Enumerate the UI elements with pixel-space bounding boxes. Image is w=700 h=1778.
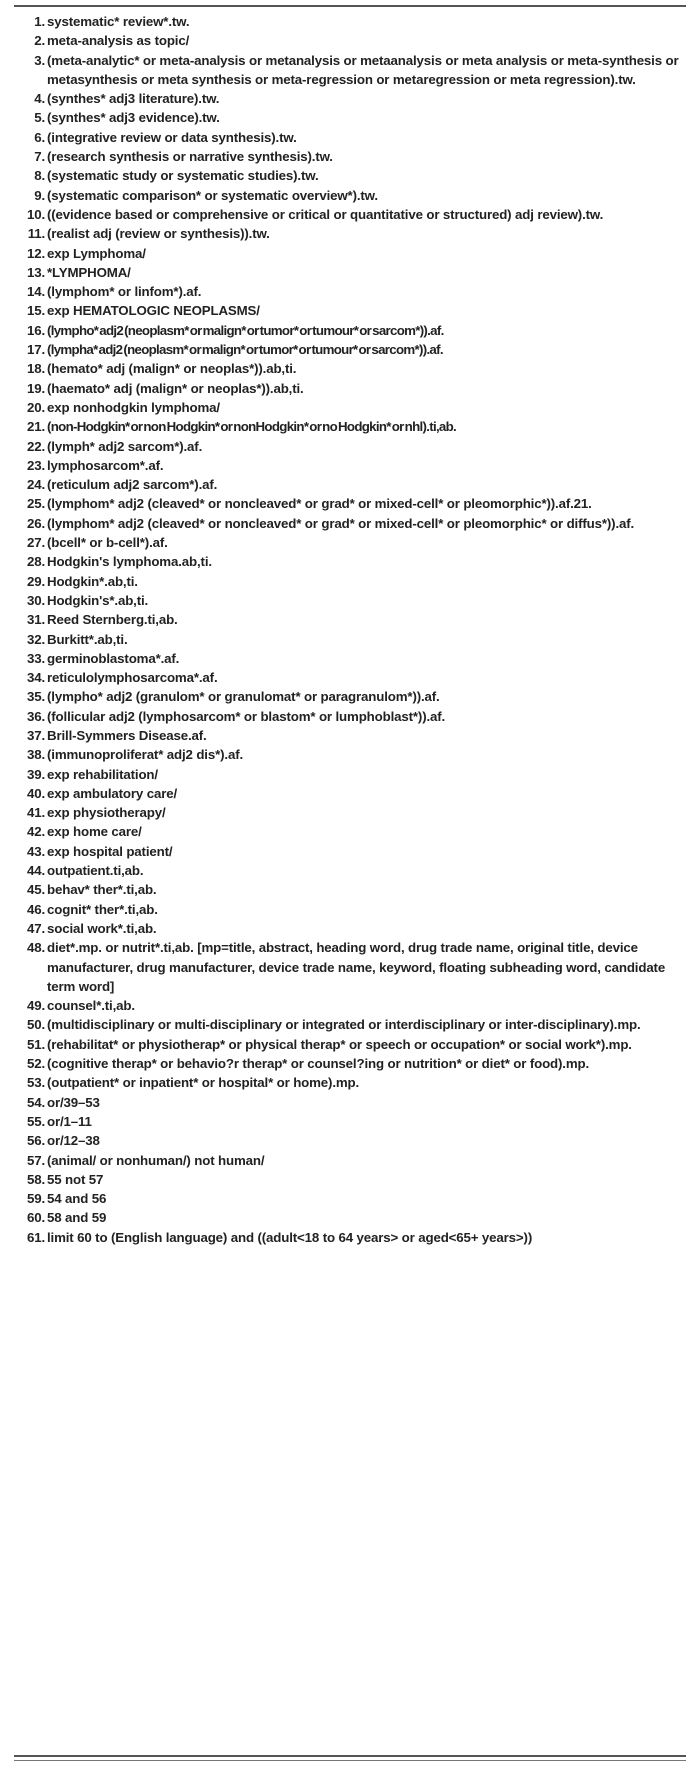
line-text: (systematic comparison* or systematic overview*).tw. bbox=[47, 187, 378, 203]
line-number: 3. bbox=[34, 52, 45, 68]
search-line bbox=[14, 1054, 686, 1073]
line-number: 58. bbox=[26, 1171, 45, 1187]
search-line bbox=[14, 900, 686, 919]
line-number: 42. bbox=[26, 824, 45, 840]
line-text: (cognitive therap* or behavio?r therap* or counsel?ing or nutrition* or diet* or food).mp. bbox=[47, 1056, 590, 1072]
line-text: (lymphom* adj2 (cleaved* or noncleaved* or grad* or mixed-cell* or pleomorphic* or diffus*)).af. bbox=[47, 515, 635, 531]
line-text: Hodgkin's*.ab,ti. bbox=[47, 592, 149, 608]
line-text: Hodgkin*.ab,ti. bbox=[47, 573, 138, 589]
line-text: (lympha* adj2 (neoplasm* or malign* or tumor* or tumour* or sarcom*)).af. bbox=[47, 342, 443, 358]
search-line bbox=[14, 31, 686, 50]
search-line bbox=[14, 475, 686, 494]
search-line bbox=[14, 668, 686, 687]
line-text: meta-analysis as topic/ bbox=[47, 33, 190, 49]
search-line bbox=[14, 51, 686, 90]
line-number: 27. bbox=[26, 535, 45, 551]
line-text: (immunoproliferat* adj2 dis*).af. bbox=[47, 747, 244, 763]
search-line bbox=[14, 996, 686, 1015]
search-line bbox=[14, 1015, 686, 1034]
line-text: reticulolymphosarcoma*.af. bbox=[47, 670, 218, 686]
line-number: 31. bbox=[26, 612, 45, 628]
line-number: 12. bbox=[26, 245, 45, 261]
search-line bbox=[14, 1073, 686, 1092]
line-text: (research synthesis or narrative synthesis).tw. bbox=[47, 149, 333, 165]
line-number: 60. bbox=[26, 1210, 45, 1226]
line-text: Hodgkin's lymphoma.ab,ti. bbox=[47, 554, 212, 570]
line-number: 8. bbox=[34, 168, 45, 184]
line-text: exp nonhodgkin lymphoma/ bbox=[47, 399, 220, 415]
line-number: 10. bbox=[26, 206, 45, 222]
line-number: 30. bbox=[26, 592, 45, 608]
line-number: 5. bbox=[34, 110, 45, 126]
line-text: *LYMPHOMA/ bbox=[47, 264, 131, 280]
line-number: 54. bbox=[26, 1094, 45, 1110]
search-line bbox=[14, 1093, 686, 1112]
search-line bbox=[14, 938, 686, 996]
line-number: 15. bbox=[26, 303, 45, 319]
line-number: 17. bbox=[26, 342, 45, 358]
line-number: 36. bbox=[26, 708, 45, 724]
search-line bbox=[14, 244, 686, 263]
search-line bbox=[14, 649, 686, 668]
line-text: or/39–53 bbox=[47, 1094, 100, 1110]
search-line bbox=[14, 417, 686, 436]
line-text: exp rehabilitation/ bbox=[47, 766, 158, 782]
line-number: 7. bbox=[34, 149, 45, 165]
line-number: 39. bbox=[26, 766, 45, 782]
line-number: 25. bbox=[26, 496, 45, 512]
line-number: 57. bbox=[26, 1152, 45, 1168]
line-text: exp ambulatory care/ bbox=[47, 785, 178, 801]
line-text: diet*.mp. or nutrit*.ti,ab. [mp=title, abstract, heading word, drug trade name, original title, device manufacturer, drug manufacturer, device trade name, keyword, floating subheading word, candidate term word] bbox=[47, 940, 666, 994]
line-text: 54 and 56 bbox=[47, 1191, 107, 1207]
line-number: 41. bbox=[26, 805, 45, 821]
search-line bbox=[14, 1170, 686, 1189]
line-text: Burkitt*.ab,ti. bbox=[47, 631, 128, 647]
search-line bbox=[14, 1151, 686, 1170]
line-text: (systematic study or systematic studies).tw. bbox=[47, 168, 319, 184]
line-text: (integrative review or data synthesis).tw. bbox=[47, 129, 297, 145]
line-text: Reed Sternberg.ti,ab. bbox=[47, 612, 178, 628]
search-line bbox=[14, 784, 686, 803]
line-number: 14. bbox=[26, 284, 45, 300]
line-number: 28. bbox=[26, 554, 45, 570]
line-text: exp physiotherapy/ bbox=[47, 805, 166, 821]
search-line bbox=[14, 321, 686, 340]
line-number: 13. bbox=[26, 264, 45, 280]
search-line bbox=[14, 630, 686, 649]
line-text: exp home care/ bbox=[47, 824, 142, 840]
search-line bbox=[14, 610, 686, 629]
line-number: 22. bbox=[26, 438, 45, 454]
line-number: 52. bbox=[26, 1056, 45, 1072]
line-number: 48. bbox=[26, 940, 45, 956]
line-text: social work*.ti,ab. bbox=[47, 920, 157, 936]
search-line bbox=[14, 166, 686, 185]
search-line bbox=[14, 687, 686, 706]
line-text: (outpatient* or inpatient* or hospital* or home).mp. bbox=[47, 1075, 360, 1091]
line-text: (hemato* adj (malign* or neoplas*)).ab,ti. bbox=[47, 361, 297, 377]
line-text: systematic* review*.tw. bbox=[47, 14, 190, 29]
search-line bbox=[14, 745, 686, 764]
line-text: germinoblastoma*.af. bbox=[47, 650, 180, 666]
search-line bbox=[14, 591, 686, 610]
line-text: outpatient.ti,ab. bbox=[47, 863, 144, 879]
line-number: 47. bbox=[26, 920, 45, 936]
line-text: counsel*.ti,ab. bbox=[47, 998, 135, 1014]
line-number: 37. bbox=[26, 727, 45, 743]
line-text: or/12–38 bbox=[47, 1133, 100, 1149]
search-line bbox=[14, 822, 686, 841]
search-line bbox=[14, 533, 686, 552]
search-line bbox=[14, 494, 686, 513]
search-line bbox=[14, 398, 686, 417]
line-text: 58 and 59 bbox=[47, 1210, 107, 1226]
line-number: 24. bbox=[26, 477, 45, 493]
line-text: (multidisciplinary or multi-disciplinary or integrated or interdisciplinary or inter-disciplinary).mp. bbox=[47, 1017, 641, 1033]
search-line bbox=[14, 1035, 686, 1054]
search-line bbox=[14, 128, 686, 147]
search-line bbox=[14, 147, 686, 166]
line-number: 43. bbox=[26, 843, 45, 859]
line-text: (synthes* adj3 literature).tw. bbox=[47, 91, 220, 107]
line-text: (lymphom* or linfom*).af. bbox=[47, 284, 202, 300]
line-text: ((evidence based or comprehensive or critical or quantitative or structured) adj review).tw. bbox=[47, 206, 604, 222]
search-line bbox=[14, 282, 686, 301]
line-number: 61. bbox=[26, 1229, 45, 1245]
line-text: or/1–11 bbox=[47, 1113, 92, 1129]
search-line bbox=[14, 552, 686, 571]
line-number: 40. bbox=[26, 785, 45, 801]
line-text: (follicular adj2 (lymphosarcom* or blastom* or lumphoblast*)).af. bbox=[47, 708, 446, 724]
line-text: (realist adj (review or synthesis)).tw. bbox=[47, 226, 270, 242]
search-line bbox=[14, 861, 686, 880]
line-text: exp Lymphoma/ bbox=[47, 245, 146, 261]
line-text: (lymph* adj2 sarcom*).af. bbox=[47, 438, 203, 454]
line-number: 35. bbox=[26, 689, 45, 705]
top-rule bbox=[14, 5, 686, 7]
search-line bbox=[14, 301, 686, 320]
line-text: lymphosarcom*.af. bbox=[47, 457, 164, 473]
line-number: 9. bbox=[34, 187, 45, 203]
line-number: 33. bbox=[26, 650, 45, 666]
search-line bbox=[14, 1112, 686, 1131]
line-text: (non-Hodgkin* or non Hodgkin* or nonHodgkin* or no Hodgkin* or nhl).ti,ab. bbox=[47, 419, 457, 435]
search-line bbox=[14, 205, 686, 224]
line-number: 49. bbox=[26, 998, 45, 1014]
search-line bbox=[14, 12, 686, 31]
search-line bbox=[14, 1228, 686, 1247]
search-line bbox=[14, 765, 686, 784]
line-number: 55. bbox=[26, 1113, 45, 1129]
search-strategy-list bbox=[14, 12, 686, 1247]
line-number: 56. bbox=[26, 1133, 45, 1149]
line-number: 21. bbox=[26, 419, 45, 435]
line-text: (haemato* adj (malign* or neoplas*)).ab,ti. bbox=[47, 380, 304, 396]
line-number: 32. bbox=[26, 631, 45, 647]
line-text: (animal/ or nonhuman/) not human/ bbox=[47, 1152, 265, 1168]
line-number: 18. bbox=[26, 361, 45, 377]
search-line bbox=[14, 1131, 686, 1150]
search-line bbox=[14, 1208, 686, 1227]
search-line bbox=[14, 456, 686, 475]
search-line bbox=[14, 379, 686, 398]
search-line bbox=[14, 726, 686, 745]
line-number: 53. bbox=[26, 1075, 45, 1091]
line-text: (rehabilitat* or physiotherap* or physical therap* or speech or occupation* or social work*).mp. bbox=[47, 1036, 632, 1052]
line-text: (meta-analytic* or meta-analysis or metanalysis or metaanalysis or meta analysis or meta-synthesis or metasynthesis or meta synthesis or meta-regression or metaregression or meta regression).tw. bbox=[47, 52, 679, 87]
search-line bbox=[14, 514, 686, 533]
line-number: 26. bbox=[26, 515, 45, 531]
search-line bbox=[14, 359, 686, 378]
line-number: 38. bbox=[26, 747, 45, 763]
line-text: (synthes* adj3 evidence).tw. bbox=[47, 110, 220, 126]
line-text: 55 not 57 bbox=[47, 1171, 104, 1187]
line-number: 45. bbox=[26, 882, 45, 898]
line-number: 23. bbox=[26, 457, 45, 473]
search-line bbox=[14, 1189, 686, 1208]
search-line bbox=[14, 572, 686, 591]
line-number: 1. bbox=[34, 14, 45, 29]
line-text: Brill-Symmers Disease.af. bbox=[47, 727, 207, 743]
line-number: 16. bbox=[26, 322, 45, 338]
search-line bbox=[14, 263, 686, 282]
line-number: 11. bbox=[27, 226, 45, 242]
search-line bbox=[14, 842, 686, 861]
bottom-rule bbox=[14, 1755, 686, 1761]
line-text: limit 60 to (English language) and ((adult<18 to 64 years> or aged<65+ years>)) bbox=[47, 1229, 533, 1245]
search-line bbox=[14, 437, 686, 456]
search-line bbox=[14, 880, 686, 899]
line-number: 44. bbox=[26, 863, 45, 879]
line-text: cognit* ther*.ti,ab. bbox=[47, 901, 158, 917]
line-number: 34. bbox=[26, 670, 45, 686]
line-text: (lymphom* adj2 (cleaved* or noncleaved* or grad* or mixed-cell* or pleomorphic*)).af.21. bbox=[47, 496, 592, 512]
line-text: exp HEMATOLOGIC NEOPLASMS/ bbox=[47, 303, 260, 319]
line-number: 4. bbox=[34, 91, 45, 107]
search-line bbox=[14, 919, 686, 938]
line-text: (bcell* or b-cell*).af. bbox=[47, 535, 168, 551]
search-line bbox=[14, 803, 686, 822]
search-line bbox=[14, 707, 686, 726]
line-number: 19. bbox=[26, 380, 45, 396]
line-number: 46. bbox=[26, 901, 45, 917]
line-number: 2. bbox=[34, 33, 45, 49]
line-number: 20. bbox=[26, 399, 45, 415]
search-line bbox=[14, 186, 686, 205]
line-text: behav* ther*.ti,ab. bbox=[47, 882, 157, 898]
line-text: (lympho* adj2 (neoplasm* or malign* or tumor* or tumour* or sarcom*)).af. bbox=[47, 322, 444, 338]
line-number: 50. bbox=[26, 1017, 45, 1033]
search-line bbox=[14, 340, 686, 359]
search-line bbox=[14, 89, 686, 108]
search-line bbox=[14, 224, 686, 243]
search-line bbox=[14, 108, 686, 127]
line-number: 51. bbox=[26, 1036, 45, 1052]
line-number: 29. bbox=[26, 573, 45, 589]
line-number: 59. bbox=[26, 1191, 45, 1207]
line-text: (reticulum adj2 sarcom*).af. bbox=[47, 477, 218, 493]
line-number: 6. bbox=[34, 129, 45, 145]
line-text: (lympho* adj2 (granulom* or granulomat* or paragranulom*)).af. bbox=[47, 689, 440, 705]
line-text: exp hospital patient/ bbox=[47, 843, 173, 859]
